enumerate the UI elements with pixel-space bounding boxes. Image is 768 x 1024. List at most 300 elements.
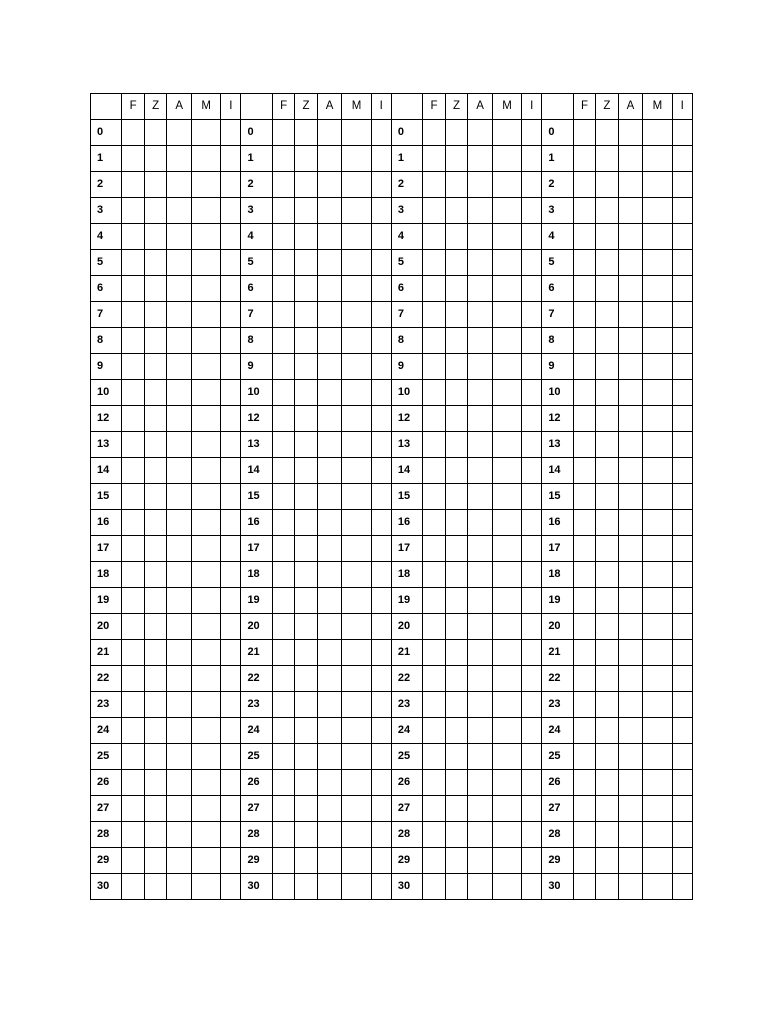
empty-entry-cell-i: [672, 692, 692, 718]
empty-entry-cell-i: [221, 822, 241, 848]
empty-entry-cell-i: [522, 458, 542, 484]
row-number-cell: 29: [91, 848, 122, 874]
empty-entry-cell-a: [468, 822, 493, 848]
table-row: [91, 770, 693, 796]
empty-entry-cell-z: [144, 432, 166, 458]
row-number-cell: 29: [542, 848, 573, 874]
empty-entry-cell-f: [423, 718, 445, 744]
empty-entry-cell-z: [596, 120, 618, 146]
empty-entry-cell-z: [596, 770, 618, 796]
row-number-cell: 22: [391, 666, 422, 692]
empty-entry-cell-i: [522, 614, 542, 640]
empty-entry-cell-z: [445, 510, 467, 536]
empty-entry-cell-z: [596, 692, 618, 718]
empty-entry-cell-m: [643, 822, 672, 848]
empty-entry-cell-i: [522, 250, 542, 276]
empty-entry-cell-m: [643, 250, 672, 276]
empty-entry-cell-z: [144, 666, 166, 692]
empty-entry-cell-i: [522, 172, 542, 198]
empty-entry-cell-f: [272, 276, 294, 302]
empty-entry-cell-m: [192, 328, 221, 354]
empty-entry-cell-i: [522, 666, 542, 692]
empty-entry-cell-i: [371, 458, 391, 484]
empty-entry-cell-f: [573, 484, 595, 510]
empty-entry-cell-f: [272, 224, 294, 250]
empty-entry-cell-i: [672, 718, 692, 744]
empty-entry-cell-z: [596, 822, 618, 848]
empty-entry-cell-a: [167, 744, 192, 770]
empty-entry-cell-i: [371, 562, 391, 588]
header-blank-cell: [241, 94, 272, 120]
row-number-cell: 8: [241, 328, 272, 354]
row-number-cell: 6: [91, 276, 122, 302]
empty-entry-cell-m: [342, 510, 371, 536]
empty-entry-cell-i: [522, 796, 542, 822]
empty-entry-cell-f: [272, 744, 294, 770]
empty-entry-cell-f: [573, 432, 595, 458]
empty-entry-cell-z: [445, 848, 467, 874]
empty-entry-cell-f: [122, 744, 144, 770]
empty-entry-cell-i: [672, 302, 692, 328]
empty-entry-cell-a: [618, 328, 643, 354]
empty-entry-cell-m: [192, 640, 221, 666]
empty-entry-cell-i: [672, 744, 692, 770]
empty-entry-cell-i: [672, 640, 692, 666]
row-number-cell: 4: [391, 224, 422, 250]
row-number-cell: 18: [391, 562, 422, 588]
empty-entry-cell-z: [144, 510, 166, 536]
row-number-cell: 25: [391, 744, 422, 770]
empty-entry-cell-i: [221, 848, 241, 874]
column-header-f: F: [573, 94, 595, 120]
empty-entry-cell-z: [596, 406, 618, 432]
empty-entry-cell-a: [468, 562, 493, 588]
table-row: [91, 718, 693, 744]
empty-entry-cell-a: [167, 458, 192, 484]
empty-entry-cell-m: [492, 796, 521, 822]
row-number-cell: 8: [91, 328, 122, 354]
empty-entry-cell-z: [295, 510, 317, 536]
empty-entry-cell-z: [144, 770, 166, 796]
empty-entry-cell-f: [423, 406, 445, 432]
empty-entry-cell-i: [221, 640, 241, 666]
empty-entry-cell-a: [167, 302, 192, 328]
empty-entry-cell-f: [272, 848, 294, 874]
empty-entry-cell-z: [445, 432, 467, 458]
empty-entry-cell-f: [272, 120, 294, 146]
empty-entry-cell-a: [317, 380, 342, 406]
column-header-m: M: [342, 94, 371, 120]
empty-entry-cell-m: [342, 250, 371, 276]
empty-entry-cell-f: [272, 640, 294, 666]
empty-entry-cell-z: [144, 822, 166, 848]
empty-entry-cell-a: [468, 458, 493, 484]
empty-entry-cell-a: [317, 406, 342, 432]
empty-entry-cell-z: [596, 718, 618, 744]
empty-entry-cell-a: [618, 276, 643, 302]
empty-entry-cell-a: [468, 406, 493, 432]
empty-entry-cell-z: [445, 562, 467, 588]
empty-entry-cell-a: [167, 380, 192, 406]
empty-entry-cell-z: [144, 328, 166, 354]
empty-entry-cell-a: [167, 172, 192, 198]
empty-entry-cell-i: [371, 718, 391, 744]
row-number-cell: 25: [91, 744, 122, 770]
empty-entry-cell-z: [295, 380, 317, 406]
row-number-cell: 3: [542, 198, 573, 224]
empty-entry-cell-i: [522, 328, 542, 354]
empty-entry-cell-a: [317, 536, 342, 562]
column-header-z: Z: [445, 94, 467, 120]
row-number-cell: 30: [91, 874, 122, 900]
empty-entry-cell-i: [522, 874, 542, 900]
empty-entry-cell-a: [468, 198, 493, 224]
empty-entry-cell-m: [342, 822, 371, 848]
empty-entry-cell-z: [295, 250, 317, 276]
empty-entry-cell-a: [618, 874, 643, 900]
empty-entry-cell-f: [122, 354, 144, 380]
empty-entry-cell-i: [522, 640, 542, 666]
empty-entry-cell-f: [122, 120, 144, 146]
empty-entry-cell-m: [492, 484, 521, 510]
empty-entry-cell-m: [192, 198, 221, 224]
empty-entry-cell-m: [342, 172, 371, 198]
empty-entry-cell-f: [423, 432, 445, 458]
empty-entry-cell-a: [317, 692, 342, 718]
row-number-cell: 13: [91, 432, 122, 458]
empty-entry-cell-f: [272, 250, 294, 276]
row-number-cell: 5: [542, 250, 573, 276]
empty-entry-cell-z: [596, 224, 618, 250]
empty-entry-cell-f: [272, 484, 294, 510]
empty-entry-cell-f: [573, 146, 595, 172]
row-number-cell: 1: [241, 146, 272, 172]
empty-entry-cell-f: [573, 328, 595, 354]
column-header-f: F: [423, 94, 445, 120]
empty-entry-cell-m: [192, 614, 221, 640]
empty-entry-cell-a: [167, 432, 192, 458]
empty-entry-cell-i: [672, 172, 692, 198]
empty-entry-cell-i: [221, 614, 241, 640]
empty-entry-cell-m: [342, 692, 371, 718]
row-number-cell: 22: [542, 666, 573, 692]
empty-entry-cell-z: [596, 198, 618, 224]
empty-entry-cell-f: [122, 692, 144, 718]
row-number-cell: 21: [391, 640, 422, 666]
empty-entry-cell-f: [272, 536, 294, 562]
empty-entry-cell-i: [221, 770, 241, 796]
empty-entry-cell-m: [643, 120, 672, 146]
empty-entry-cell-f: [272, 380, 294, 406]
empty-entry-cell-m: [492, 458, 521, 484]
empty-entry-cell-z: [445, 172, 467, 198]
empty-entry-cell-z: [596, 146, 618, 172]
empty-entry-cell-m: [643, 796, 672, 822]
empty-entry-cell-m: [342, 848, 371, 874]
empty-entry-cell-a: [618, 484, 643, 510]
empty-entry-cell-f: [423, 250, 445, 276]
empty-entry-cell-i: [672, 354, 692, 380]
empty-entry-cell-i: [672, 406, 692, 432]
empty-entry-cell-m: [192, 744, 221, 770]
table-row: [91, 120, 693, 146]
empty-entry-cell-f: [423, 120, 445, 146]
empty-entry-cell-a: [468, 120, 493, 146]
row-number-cell: 7: [241, 302, 272, 328]
empty-entry-cell-z: [144, 146, 166, 172]
empty-entry-cell-a: [317, 666, 342, 692]
empty-entry-cell-i: [672, 536, 692, 562]
row-number-cell: 19: [91, 588, 122, 614]
empty-entry-cell-i: [221, 796, 241, 822]
row-number-cell: 28: [241, 822, 272, 848]
empty-entry-cell-f: [573, 510, 595, 536]
row-number-cell: 5: [91, 250, 122, 276]
row-number-cell: 18: [91, 562, 122, 588]
empty-entry-cell-z: [596, 536, 618, 562]
empty-entry-cell-m: [643, 198, 672, 224]
empty-entry-cell-a: [468, 640, 493, 666]
empty-entry-cell-z: [596, 276, 618, 302]
empty-entry-cell-z: [445, 146, 467, 172]
empty-entry-cell-a: [167, 796, 192, 822]
empty-entry-cell-m: [643, 302, 672, 328]
empty-entry-cell-m: [643, 692, 672, 718]
empty-entry-cell-m: [192, 510, 221, 536]
empty-entry-cell-m: [492, 380, 521, 406]
table-row: [91, 302, 693, 328]
empty-entry-cell-a: [317, 770, 342, 796]
empty-entry-cell-a: [618, 614, 643, 640]
row-number-cell: 13: [241, 432, 272, 458]
empty-entry-cell-f: [122, 458, 144, 484]
empty-entry-cell-f: [122, 614, 144, 640]
empty-entry-cell-m: [643, 510, 672, 536]
row-number-cell: 27: [391, 796, 422, 822]
empty-entry-cell-a: [618, 666, 643, 692]
empty-entry-cell-a: [167, 666, 192, 692]
row-number-cell: 16: [542, 510, 573, 536]
empty-entry-cell-f: [122, 510, 144, 536]
empty-entry-cell-m: [342, 640, 371, 666]
empty-entry-cell-f: [122, 198, 144, 224]
empty-entry-cell-i: [371, 276, 391, 302]
empty-entry-cell-z: [144, 380, 166, 406]
empty-entry-cell-m: [342, 770, 371, 796]
empty-entry-cell-z: [144, 744, 166, 770]
row-number-cell: 5: [241, 250, 272, 276]
empty-entry-cell-i: [221, 120, 241, 146]
empty-entry-cell-i: [221, 250, 241, 276]
empty-entry-cell-i: [221, 224, 241, 250]
empty-entry-cell-m: [192, 276, 221, 302]
empty-entry-cell-m: [342, 874, 371, 900]
empty-entry-cell-m: [492, 224, 521, 250]
empty-entry-cell-m: [192, 406, 221, 432]
empty-entry-cell-m: [192, 848, 221, 874]
row-number-cell: 0: [391, 120, 422, 146]
row-number-cell: 23: [241, 692, 272, 718]
empty-entry-cell-a: [167, 718, 192, 744]
empty-entry-cell-z: [144, 640, 166, 666]
empty-entry-cell-a: [468, 354, 493, 380]
empty-entry-cell-i: [522, 380, 542, 406]
empty-entry-cell-i: [371, 302, 391, 328]
empty-entry-cell-m: [643, 848, 672, 874]
empty-entry-cell-i: [522, 822, 542, 848]
empty-entry-cell-a: [317, 328, 342, 354]
empty-entry-cell-m: [643, 744, 672, 770]
empty-entry-cell-z: [596, 302, 618, 328]
empty-entry-cell-a: [618, 822, 643, 848]
empty-entry-cell-i: [371, 822, 391, 848]
empty-entry-cell-a: [618, 250, 643, 276]
empty-entry-cell-m: [643, 276, 672, 302]
empty-entry-cell-i: [672, 562, 692, 588]
empty-entry-cell-i: [672, 380, 692, 406]
empty-entry-cell-f: [423, 822, 445, 848]
empty-entry-cell-z: [295, 796, 317, 822]
empty-entry-cell-i: [221, 588, 241, 614]
empty-entry-cell-a: [468, 666, 493, 692]
row-number-cell: 17: [241, 536, 272, 562]
empty-entry-cell-f: [423, 770, 445, 796]
row-number-cell: 2: [542, 172, 573, 198]
row-number-cell: 12: [241, 406, 272, 432]
empty-entry-cell-m: [492, 614, 521, 640]
empty-entry-cell-z: [144, 172, 166, 198]
row-number-cell: 6: [241, 276, 272, 302]
row-number-cell: 17: [391, 536, 422, 562]
row-number-cell: 17: [91, 536, 122, 562]
row-number-cell: 14: [542, 458, 573, 484]
empty-entry-cell-i: [371, 770, 391, 796]
empty-entry-cell-f: [272, 874, 294, 900]
empty-entry-cell-i: [221, 484, 241, 510]
empty-entry-cell-f: [272, 354, 294, 380]
empty-entry-cell-m: [492, 640, 521, 666]
row-number-cell: 30: [542, 874, 573, 900]
empty-entry-cell-m: [492, 328, 521, 354]
empty-entry-cell-i: [371, 406, 391, 432]
empty-entry-cell-a: [317, 172, 342, 198]
table-row: [91, 380, 693, 406]
row-number-cell: 7: [391, 302, 422, 328]
header-blank-cell: [91, 94, 122, 120]
empty-entry-cell-f: [423, 224, 445, 250]
empty-entry-cell-m: [192, 874, 221, 900]
empty-entry-cell-a: [317, 250, 342, 276]
empty-entry-cell-z: [445, 250, 467, 276]
empty-entry-cell-a: [468, 484, 493, 510]
empty-entry-cell-m: [342, 796, 371, 822]
empty-entry-cell-z: [445, 484, 467, 510]
empty-entry-cell-z: [295, 588, 317, 614]
empty-entry-cell-a: [468, 510, 493, 536]
table-row: [91, 432, 693, 458]
empty-entry-cell-i: [522, 718, 542, 744]
row-number-cell: 27: [542, 796, 573, 822]
row-number-cell: 1: [91, 146, 122, 172]
empty-entry-cell-a: [618, 536, 643, 562]
empty-entry-cell-z: [445, 770, 467, 796]
empty-entry-cell-z: [596, 848, 618, 874]
empty-entry-cell-f: [573, 822, 595, 848]
empty-entry-cell-i: [371, 510, 391, 536]
row-number-cell: 29: [391, 848, 422, 874]
table-row: [91, 874, 693, 900]
row-number-cell: 21: [241, 640, 272, 666]
row-number-cell: 25: [241, 744, 272, 770]
row-number-cell: 18: [241, 562, 272, 588]
empty-entry-cell-a: [167, 614, 192, 640]
row-number-cell: 26: [91, 770, 122, 796]
row-number-cell: 24: [391, 718, 422, 744]
column-header-a: A: [167, 94, 192, 120]
row-number-cell: 6: [391, 276, 422, 302]
table-row: [91, 328, 693, 354]
table-row: [91, 692, 693, 718]
empty-entry-cell-z: [445, 666, 467, 692]
empty-entry-cell-m: [643, 536, 672, 562]
empty-entry-cell-i: [371, 796, 391, 822]
empty-entry-cell-z: [295, 354, 317, 380]
empty-entry-cell-z: [144, 276, 166, 302]
empty-entry-cell-z: [295, 146, 317, 172]
empty-entry-cell-f: [272, 406, 294, 432]
empty-entry-cell-i: [221, 666, 241, 692]
empty-entry-cell-i: [221, 406, 241, 432]
empty-entry-cell-f: [573, 380, 595, 406]
empty-entry-cell-a: [618, 562, 643, 588]
empty-entry-cell-i: [221, 718, 241, 744]
empty-entry-cell-a: [167, 276, 192, 302]
empty-entry-cell-m: [342, 666, 371, 692]
empty-entry-cell-z: [596, 744, 618, 770]
empty-entry-cell-m: [342, 614, 371, 640]
empty-entry-cell-i: [371, 120, 391, 146]
empty-entry-cell-f: [122, 666, 144, 692]
empty-entry-cell-i: [672, 432, 692, 458]
row-number-cell: 3: [91, 198, 122, 224]
empty-entry-cell-f: [423, 874, 445, 900]
empty-entry-cell-z: [445, 302, 467, 328]
empty-entry-cell-i: [221, 146, 241, 172]
row-number-cell: 15: [391, 484, 422, 510]
empty-entry-cell-z: [596, 172, 618, 198]
empty-entry-cell-f: [423, 510, 445, 536]
table-row: [91, 588, 693, 614]
empty-entry-cell-f: [122, 276, 144, 302]
empty-entry-cell-m: [643, 406, 672, 432]
empty-entry-cell-f: [573, 302, 595, 328]
row-number-cell: 18: [542, 562, 573, 588]
empty-entry-cell-a: [618, 432, 643, 458]
empty-entry-cell-m: [492, 536, 521, 562]
empty-entry-cell-f: [272, 796, 294, 822]
empty-entry-cell-z: [445, 380, 467, 406]
empty-entry-cell-i: [221, 172, 241, 198]
empty-entry-cell-m: [342, 536, 371, 562]
table-row: [91, 822, 693, 848]
empty-entry-cell-i: [672, 250, 692, 276]
empty-entry-cell-m: [643, 354, 672, 380]
empty-entry-cell-z: [445, 198, 467, 224]
empty-entry-cell-z: [295, 172, 317, 198]
empty-entry-cell-m: [192, 770, 221, 796]
empty-entry-cell-i: [221, 198, 241, 224]
empty-entry-cell-m: [192, 432, 221, 458]
